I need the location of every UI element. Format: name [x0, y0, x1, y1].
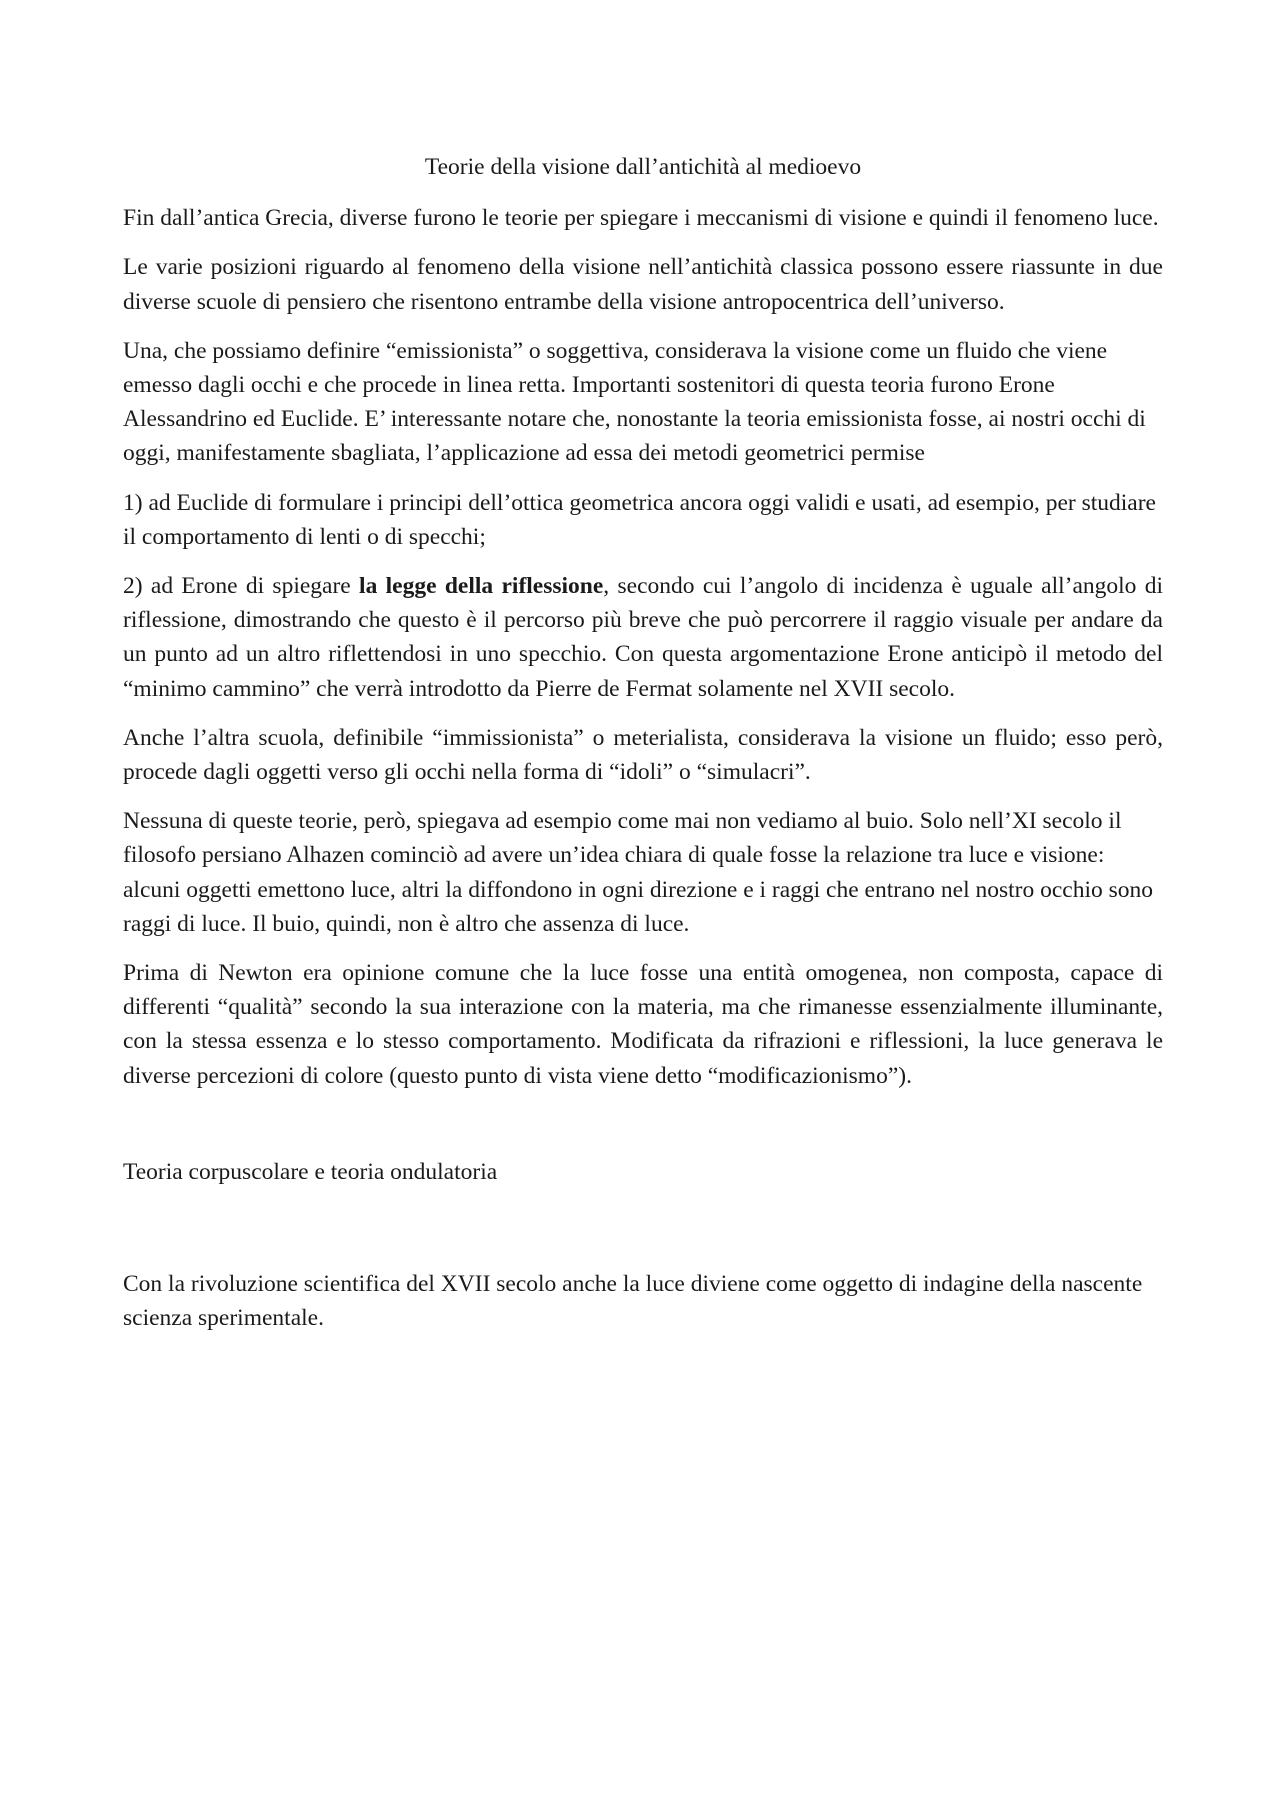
reflection-law-bold: la legge della riflessione [359, 573, 604, 600]
list-item-erone-pre: 2) ad Erone di spiegare [123, 573, 360, 600]
paragraph-schools: Le varie posizioni riguardo al fenomeno della visione nell’antichità classica possono essere riassunte in due diverse scuole di pensiero che risentono entrambe della visione antropocentrica dell’universo. [123, 254, 1163, 315]
document-page [123, 150, 1163, 1350]
list-item-erone-post: , secondo cui l’angolo di incidenza è uguale all’angolo di riflessione, dimostrando che questo è il percorso più breve che può percorrere il raggio visuale per andare da un punto ad un altro riflettendosi in uno specchio. Con questa argomentazione Erone anticipò il metodo del “minimo cammino” che verrà introdotto da Pierre de Fermat solamente nel XVII secolo. [123, 573, 1164, 702]
paragraph-newton: Prima di Newton era opinione comune che la luce fosse una entità omogenea, non composta, capace di differenti “qualità” secondo la sua interazione con la materia, ma che rimanesse essenzialmente illuminante, con la stessa essenza e lo stesso comportamento. Modificata da rifrazioni e riflessioni, la luce generava le diverse percezioni di colore (questo punto di vista viene detto “modificazionismo”). [123, 960, 1163, 1089]
paragraph-alhazen: Nessuna di queste teorie, però, spiegava ad esempio come mai non vediamo al buio. Solo nell’XI secolo il filosofo persiano Alhazen cominciò ad avere un’idea chiara di quale fosse la relazione tra luce e visione: alcuni oggetti emettono luce, altri la diffondono in ogni direzione e i raggi che entrano nel nostro occhio sono raggi di luce. Il buio, quindi, non è altro che assenza di luce. [123, 808, 1154, 937]
paragraph-emissionist: Una, che possiamo definire “emissionista” o soggettiva, considerava la visione come un fluido che viene emesso dagli occhi e che procede in linea retta. Importanti sostenitori di questa teoria furono Erone Alessandrino ed Euclide. E’ interessante notare che, nonostante la teoria emissionista fosse, ai nostri occhi di oggi, manifestamente sbagliata, l’applicazione ad essa dei metodi geometrici permise [123, 337, 1146, 467]
document-title: Teorie della visione dall’antichità al medioevo [424, 154, 862, 180]
list-item-euclid: 1) ad Euclide di formulare i principi dell’ottica geometrica ancora oggi validi e usati, ad esempio, per studiare il comportamento di lenti o di specchi; [123, 489, 1156, 550]
paragraph-immissionist: Anche l’altra scuola, definibile “immissionista” o meterialista, considerava la visione un fluido; esso però, procede dagli oggetti verso gli occhi nella forma di “idoli” o “simulacri”. [123, 724, 1163, 786]
paragraph-intro: Fin dall’antica Grecia, diverse furono le teorie per spiegare i meccanismi di visione e quindi il fenomeno luce. [123, 205, 1159, 232]
paragraph-revolution: Con la rivoluzione scientifica del XVII secolo anche la luce diviene come oggetto di indagine della nascente scienza sperimentale. [123, 1271, 1143, 1332]
section-heading: Teoria corpuscolare e teoria ondulatoria [123, 1158, 498, 1185]
list-item-erone [123, 569, 1163, 706]
